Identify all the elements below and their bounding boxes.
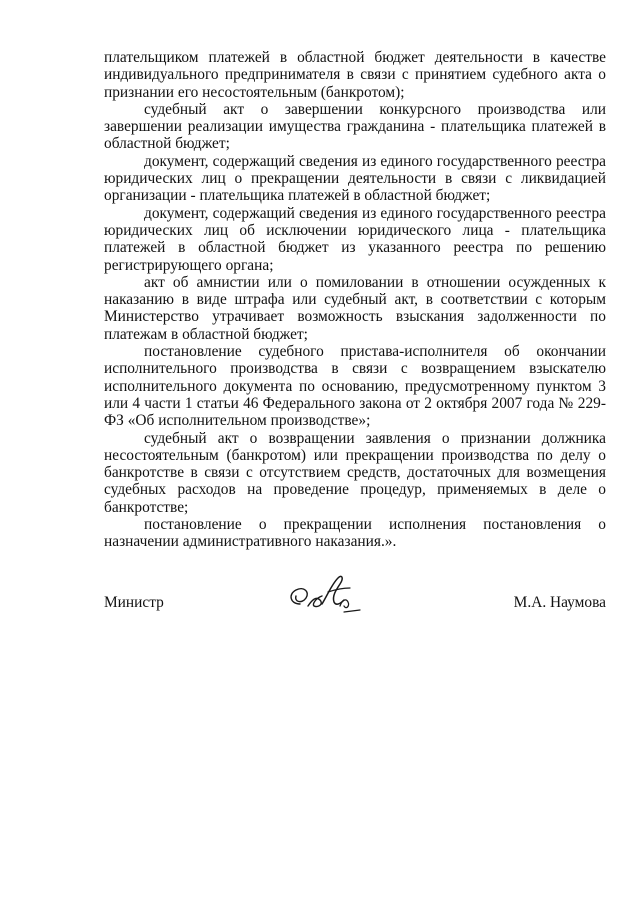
signatory-title: Министр <box>104 594 164 611</box>
handwritten-signature <box>282 570 366 618</box>
paragraph-registry-exclusion: документ, содержащий сведения из единого государственного реестра юридических лиц об исключении юридического лица - плательщика платежей в областной бюджет из указанного реестра по решению регистрирующего органа; <box>104 204 606 274</box>
document-body <box>104 49 606 551</box>
paragraph-amnesty-act: акт об амнистии или о помиловании в отношении осужденных к наказанию в виде штрафа или судебный акт, в соответствии с которым Министерство утрачивает возможность взыскания задолженности по платежам в областной бюджет; <box>104 273 606 343</box>
paragraph-bankruptcy-return: судебный акт о возвращении заявления о признании должника несостоятельным (банкротом) или прекращении производства по делу о банкротстве в связи с отсутствием средств, достаточных для возмещения судебных расходов на проведение процедур, применяемых в деле о банкротстве; <box>104 429 606 516</box>
paragraph-bailiff-resolution: постановление судебного пристава-исполнителя об окончании исполнительного производства в связи с возвращением взыскателю исполнительного документа по основанию, предусмотренному пунктом 3 или 4 части 1 статьи 46 Федерального закона от 2 октября 2007 года № 229-ФЗ «Об исполнительном производстве»; <box>104 343 606 430</box>
paragraph-continuation: плательщиком платежей в областной бюджет деятельности в качестве индивидуального предпринимателя в связи с принятием судебного акта о признании его несостоятельным (банкротом); <box>104 49 606 101</box>
paragraph-administrative-penalty: постановление о прекращении исполнения постановления о назначении административного наказания.». <box>104 516 606 551</box>
paragraph-bankruptcy-completion: судебный акт о завершении конкурсного производства или завершении реализации имущества гражданина - плательщика платежей в областной бюджет; <box>104 100 606 153</box>
paragraph-liquidation-record: документ, содержащий сведения из единого государственного реестра юридических лиц о прекращении деятельности в связи с ликвидацией организации - плательщика платежей в областной бюджет; <box>104 152 606 205</box>
signature-block <box>104 588 606 628</box>
signatory-name: М.А. Наумова <box>513 594 606 611</box>
